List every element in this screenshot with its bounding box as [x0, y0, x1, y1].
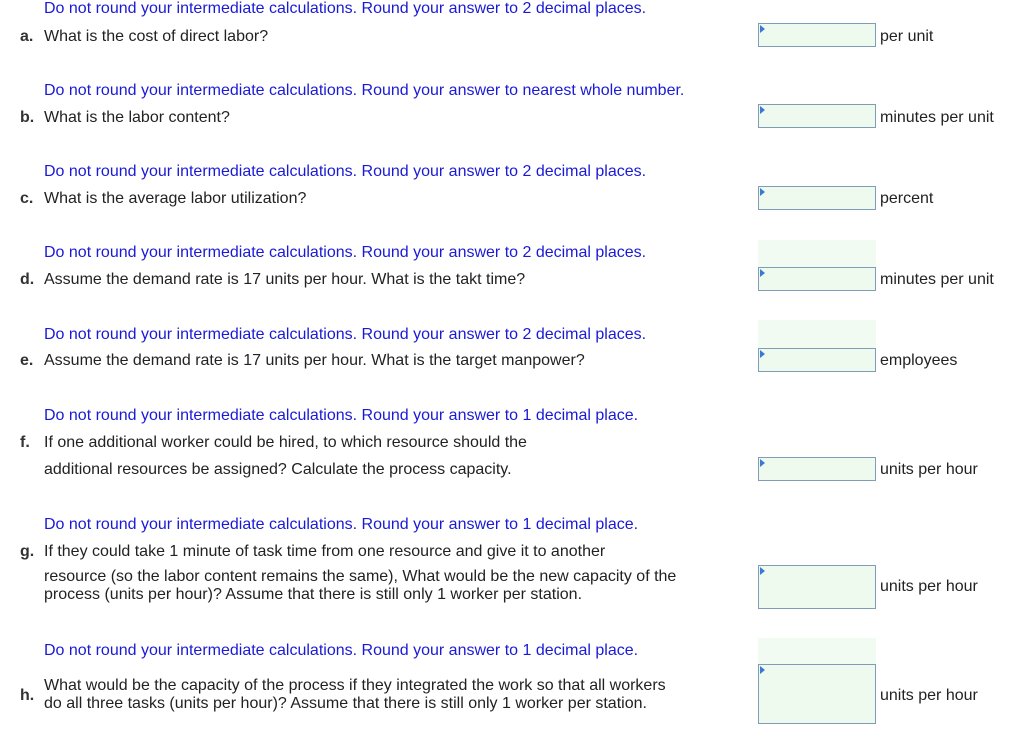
question-g	[20, 542, 750, 604]
answer-column-shade	[758, 320, 876, 348]
input-marker-icon	[760, 350, 765, 358]
instruction-h: Do not round your intermediate calculations. Round your answer to 1 decimal place.	[44, 642, 639, 659]
input-marker-icon	[760, 459, 765, 467]
answer-input-f[interactable]	[758, 457, 876, 481]
input-marker-icon	[760, 25, 765, 33]
question-letter: h.	[20, 687, 35, 704]
input-marker-icon	[760, 567, 765, 575]
question-text: If they could take 1 minute of task time from one resource and give it to another	[44, 543, 606, 560]
question-text: What would be the capacity of the process if they integrated the work so that all workers	[44, 677, 666, 694]
question-text: Assume the demand rate is 17 units per hour. What is the target manpower?	[44, 352, 585, 369]
question-text: What is the cost of direct labor?	[44, 28, 269, 45]
question-f	[20, 433, 750, 480]
question-a	[20, 27, 750, 47]
instruction-a: Do not round your intermediate calculations. Round your answer to 2 decimal places.	[44, 0, 647, 17]
answer-column-shade	[758, 240, 876, 267]
question-text: What is the labor content?	[44, 109, 230, 126]
instruction-c: Do not round your intermediate calculations. Round your answer to 2 decimal places.	[44, 163, 647, 180]
answer-input-g[interactable]	[758, 565, 876, 609]
answer-input-d[interactable]	[758, 267, 876, 291]
unit-label-c: percent	[880, 190, 934, 207]
answer-input-b[interactable]	[758, 104, 876, 128]
question-b	[20, 108, 750, 128]
input-marker-icon	[760, 188, 765, 196]
instruction-f: Do not round your intermediate calculations. Round your answer to 1 decimal place.	[44, 407, 639, 424]
instruction-d: Do not round your intermediate calculations. Round your answer to 2 decimal places.	[44, 244, 647, 261]
answer-input-e[interactable]	[758, 348, 876, 372]
unit-label-d: minutes per unit	[880, 271, 994, 288]
instruction-e: Do not round your intermediate calculations. Round your answer to 2 decimal places.	[44, 326, 647, 343]
answer-column-shade	[758, 638, 876, 664]
question-text: Assume the demand rate is 17 units per hour. What is the takt time?	[44, 271, 526, 288]
question-h	[20, 677, 750, 713]
question-d	[20, 270, 750, 290]
question-text: If one additional worker could be hired, to which resource should the	[44, 434, 527, 451]
question-c	[20, 189, 750, 209]
unit-label-g: units per hour	[880, 578, 978, 595]
input-marker-icon	[760, 666, 765, 674]
unit-label-h: units per hour	[880, 687, 978, 704]
question-text: resource (so the labor content remains the same), What would be the new capacity of the	[44, 568, 677, 585]
answer-input-a[interactable]	[758, 23, 876, 47]
unit-label-a: per unit	[880, 28, 934, 45]
answer-input-c[interactable]	[758, 186, 876, 210]
unit-label-e: employees	[880, 352, 958, 369]
instruction-b: Do not round your intermediate calculations. Round your answer to nearest whole number.	[44, 82, 685, 99]
question-letter: f.	[20, 434, 30, 451]
question-text: do all three tasks (units per hour)? Assume that there is still only 1 worker per station.	[44, 695, 647, 712]
question-text: additional resources be assigned? Calculate the process capacity.	[44, 461, 512, 478]
question-letter: b.	[20, 109, 35, 126]
question-letter: d.	[20, 271, 35, 288]
question-text: process (units per hour)? Assume that there is still only 1 worker per station.	[44, 586, 583, 603]
unit-label-b: minutes per unit	[880, 109, 994, 126]
input-marker-icon	[760, 269, 765, 277]
question-letter: a.	[20, 28, 34, 45]
question-letter: e.	[20, 352, 34, 369]
question-text: What is the average labor utilization?	[44, 190, 307, 207]
input-marker-icon	[760, 106, 765, 114]
question-letter: g.	[20, 543, 35, 560]
unit-label-f: units per hour	[880, 461, 978, 478]
instruction-g: Do not round your intermediate calculations. Round your answer to 1 decimal place.	[44, 516, 639, 533]
question-e	[20, 351, 750, 371]
question-letter: c.	[20, 190, 34, 207]
answer-input-h[interactable]	[758, 664, 876, 724]
